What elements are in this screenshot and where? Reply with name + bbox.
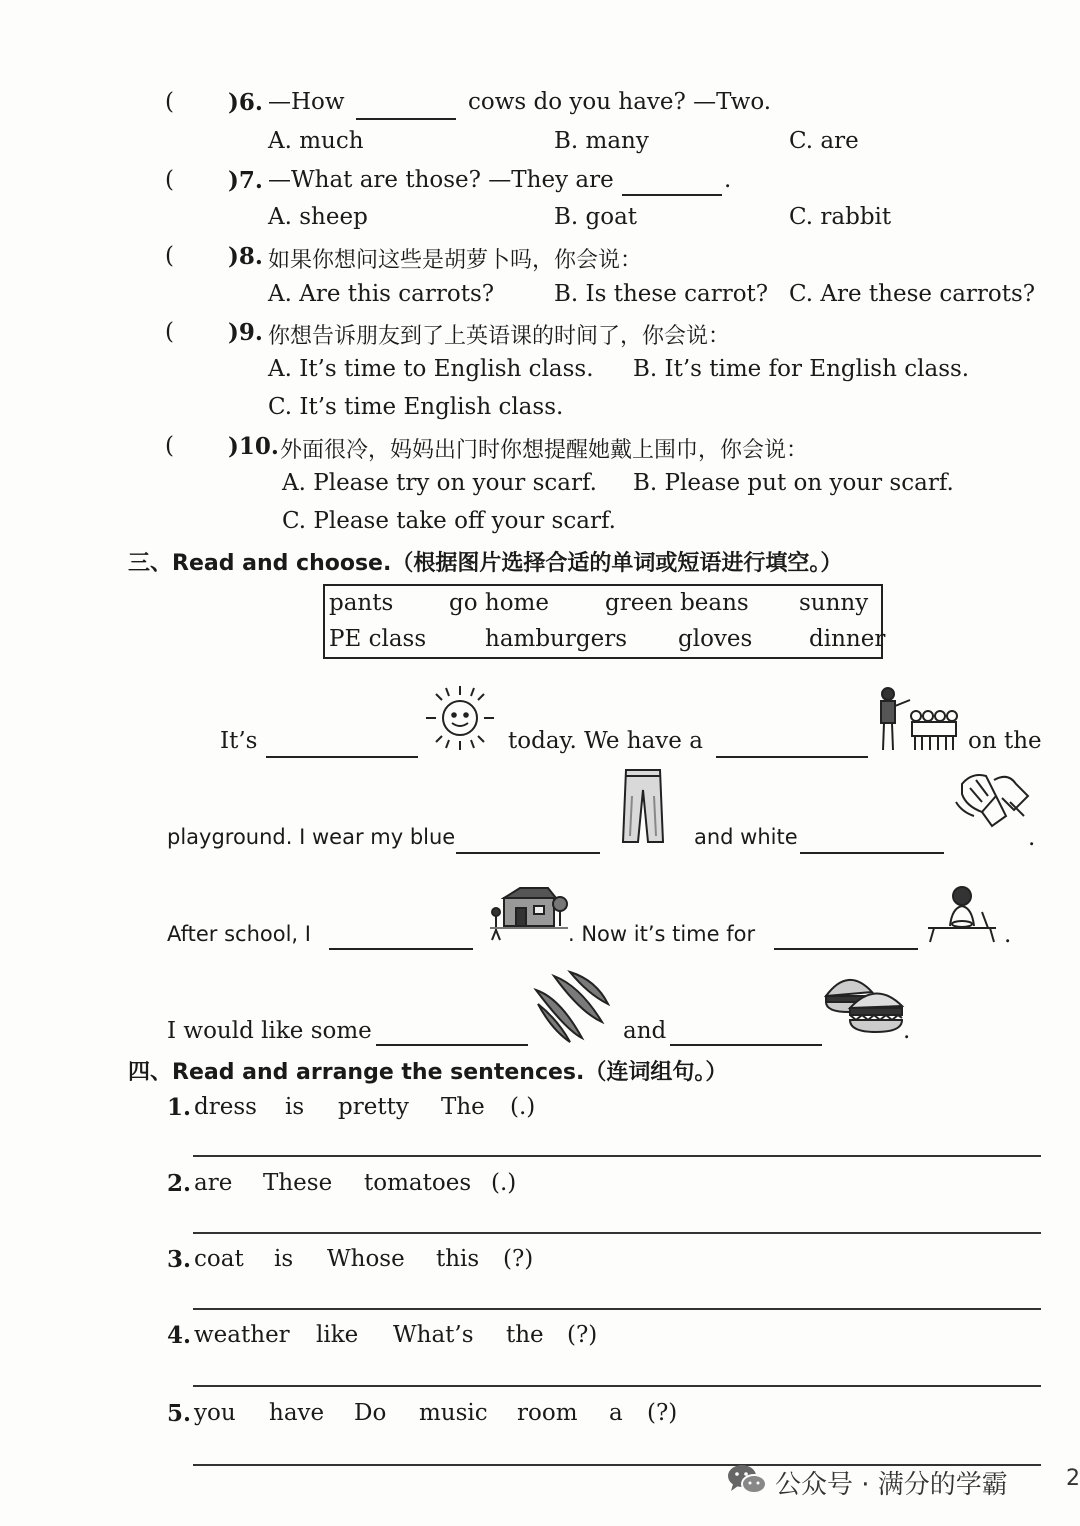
word: music [419, 1400, 488, 1426]
word-bank-item: green beans [605, 590, 749, 616]
option-b: B. many [554, 128, 649, 154]
word: dress [194, 1094, 257, 1120]
sun-icon [422, 682, 498, 754]
fill-blank[interactable] [376, 1022, 528, 1046]
word: (.) [491, 1170, 517, 1196]
option-b: B. Please put on your scarf. [633, 470, 954, 496]
answer-paren[interactable]: ( [165, 243, 174, 269]
question-stem: 如果你想问这些是胡萝卜吗，你会说： [268, 248, 643, 273]
word: pretty [338, 1094, 409, 1120]
word: are [194, 1170, 233, 1196]
item-number: 5. [167, 1400, 192, 1427]
green-beans-icon [530, 968, 610, 1044]
word: The [441, 1094, 485, 1120]
fill-text: today. We have a [508, 728, 703, 754]
word: Whose [327, 1246, 405, 1272]
answer-line[interactable] [193, 1232, 1041, 1234]
dinner-icon [924, 882, 1000, 944]
item-number: 1. [167, 1094, 192, 1121]
fill-text: and white [694, 825, 798, 849]
hamburger-icon [822, 966, 906, 1038]
fill-text: It’s [220, 728, 258, 754]
word: is [285, 1094, 305, 1120]
answer-paren[interactable]: ( [165, 433, 174, 459]
word: (.) [510, 1094, 536, 1120]
question-number: )6. [228, 89, 263, 116]
fill-blank[interactable] [800, 830, 944, 854]
word-bank-item: gloves [678, 626, 753, 652]
fill-text: I would like some [167, 1018, 372, 1044]
answer-line[interactable] [193, 1308, 1041, 1310]
fill-text: . [903, 1018, 911, 1044]
option-c: C. rabbit [789, 204, 892, 230]
word: like [316, 1322, 359, 1348]
word: is [274, 1246, 294, 1272]
question-number: )9. [228, 319, 263, 346]
answer-blank[interactable] [622, 172, 722, 196]
fill-blank[interactable] [266, 734, 418, 758]
watermark-text: 公众号 · 满分的学霸 [775, 1470, 1008, 1500]
option-c: C. It’s time English class. [268, 394, 564, 420]
word-bank [323, 584, 886, 659]
word: (?) [503, 1246, 534, 1272]
word: room [517, 1400, 578, 1426]
fill-text: After school, I [167, 922, 311, 946]
option-a: A. much [268, 128, 364, 154]
fill-blank[interactable] [670, 1022, 822, 1046]
fill-text: and [623, 1018, 667, 1044]
pants-icon [620, 766, 666, 846]
fill-blank[interactable] [774, 926, 918, 950]
word-bank-item: dinner [809, 626, 886, 652]
wechat-icon [727, 1463, 767, 1497]
fill-text: . [1028, 825, 1036, 851]
fill-text: on the [968, 728, 1042, 754]
option-b: B. It’s time for English class. [633, 356, 970, 382]
gloves-icon [952, 766, 1030, 836]
word: (?) [647, 1400, 678, 1426]
word: a [609, 1400, 623, 1426]
word: coat [194, 1246, 244, 1272]
word: you [194, 1400, 236, 1426]
answer-paren[interactable]: ( [165, 167, 174, 193]
answer-line[interactable] [193, 1385, 1041, 1387]
word: weather [194, 1322, 290, 1348]
question-number: )7. [228, 167, 263, 194]
word: These [263, 1170, 333, 1196]
option-c: C. Are these carrots? [789, 281, 1036, 307]
question-stem: 你想告诉朋友到了上英语课的时间了，你会说： [268, 324, 731, 349]
question-stem: 外面很冷，妈妈出门时你想提醒她戴上围巾，你会说： [280, 438, 809, 463]
answer-paren[interactable]: ( [165, 89, 174, 115]
option-a: A. Are this carrots? [268, 281, 495, 307]
word: tomatoes [364, 1170, 472, 1196]
fill-blank[interactable] [456, 830, 600, 854]
section-3-title: 三、Read and choose.（根据图片选择合适的单词或短语进行填空。） [128, 551, 843, 576]
item-number: 2. [167, 1170, 192, 1197]
option-a: A. It’s time to English class. [268, 356, 594, 382]
house-icon [486, 884, 572, 944]
word: (?) [567, 1322, 598, 1348]
word: have [269, 1400, 325, 1426]
option-a: A. Please try on your scarf. [282, 470, 597, 496]
option-c: C. are [789, 128, 859, 154]
pe-class-icon [874, 686, 960, 754]
fill-blank[interactable] [716, 734, 868, 758]
question-stem: —How [268, 89, 345, 115]
word-bank-item: go home [449, 590, 549, 616]
option-a: A. sheep [268, 204, 368, 230]
question-stem: cows do you have? —Two. [468, 89, 772, 115]
fill-blank[interactable] [329, 926, 473, 950]
fill-text: . [1004, 922, 1012, 948]
word-bank-item: hamburgers [485, 626, 627, 652]
word: Do [354, 1400, 387, 1426]
fill-text: . Now it’s time for [568, 922, 756, 946]
option-c: C. Please take off your scarf. [282, 508, 616, 534]
word: this [436, 1246, 480, 1272]
option-b: B. goat [554, 204, 638, 230]
answer-blank[interactable] [356, 96, 456, 120]
item-number: 3. [167, 1246, 192, 1273]
word-bank-item: sunny [799, 590, 869, 616]
question-number: )8. [228, 243, 263, 270]
page-number-fragment: 2 [1066, 1466, 1080, 1491]
question-stem: . [724, 167, 732, 193]
option-b: B. Is these carrot? [554, 281, 769, 307]
word: the [506, 1322, 544, 1348]
word-bank-item: PE class [329, 626, 427, 652]
item-number: 4. [167, 1322, 192, 1349]
question-number: )10. [228, 433, 279, 460]
question-stem: —What are those? —They are [268, 167, 614, 193]
fill-text: playground. I wear my blue [167, 825, 456, 849]
section-4-title: 四、Read and arrange the sentences.（连词组句。） [128, 1060, 728, 1085]
word-bank-item: pants [329, 590, 394, 616]
answer-paren[interactable]: ( [165, 319, 174, 345]
answer-line[interactable] [193, 1155, 1041, 1157]
word: What’s [393, 1322, 474, 1348]
